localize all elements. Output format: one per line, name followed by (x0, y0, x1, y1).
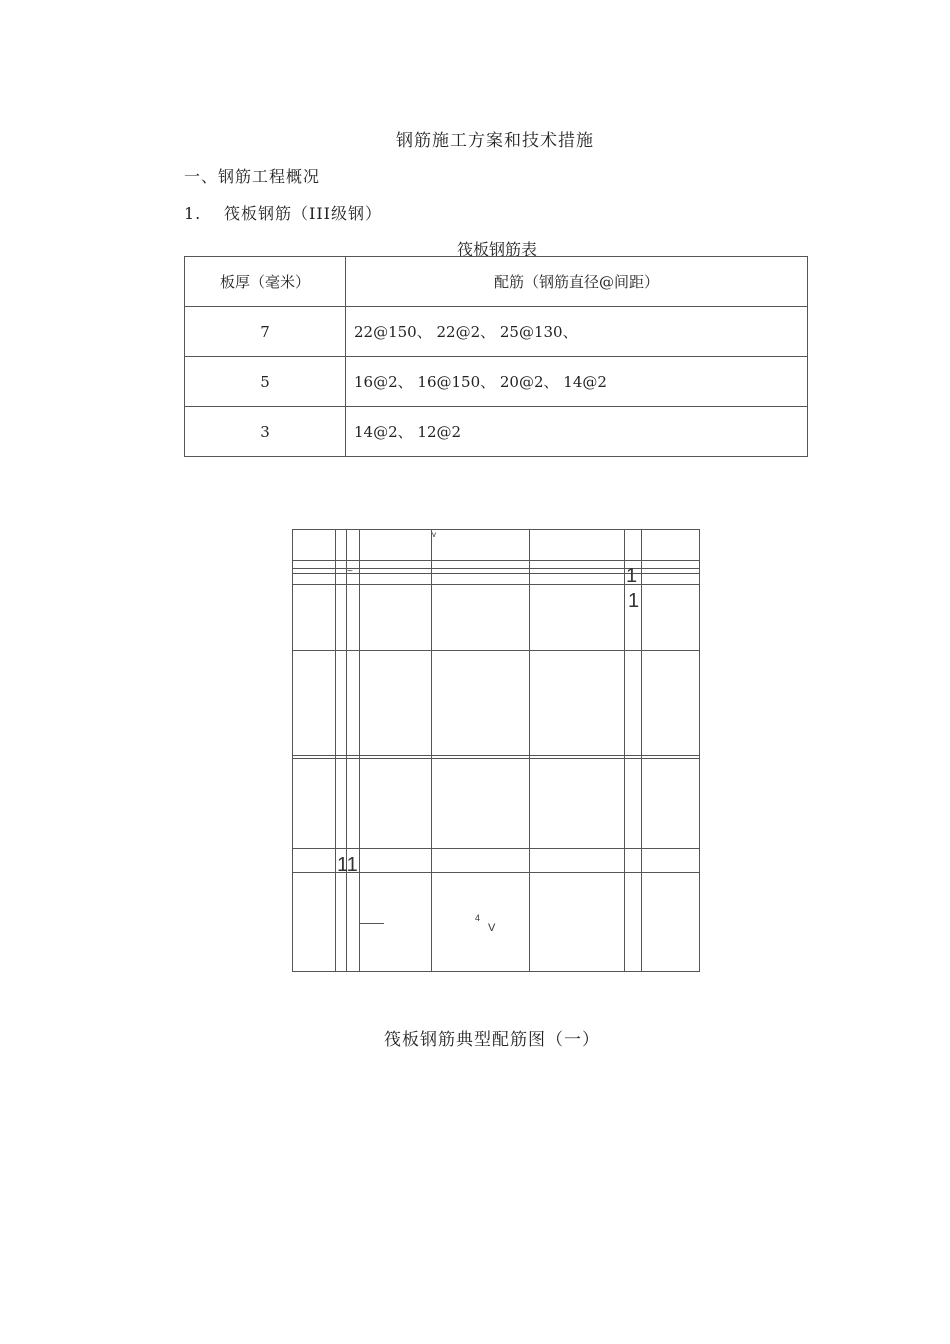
subsection-title: 筏板钢筋（III级钢） (224, 204, 382, 223)
table-row (185, 357, 808, 407)
rebar-layout-figure (292, 529, 700, 972)
rebar-table (184, 256, 808, 457)
table-row (185, 407, 808, 457)
mark-right-one-upper: 1 (626, 565, 638, 587)
document-title: 钢筋施工方案和技术措施 (396, 131, 594, 151)
cell-thickness: 5 (185, 357, 346, 407)
mark-bottom-v: V (488, 922, 496, 934)
cell-thickness: 3 (185, 407, 346, 457)
header-reinforcement: 配筋（钢筋直径@间距） (346, 257, 808, 307)
table-header-row (185, 257, 808, 307)
mark-bottom-four: 4 (475, 913, 481, 923)
table-caption: 筏板钢筋表 (456, 240, 537, 259)
cell-reinforcement: 22@150、 22@2、 25@130、 (346, 307, 808, 357)
mark-right-one-lower: 1 (628, 590, 640, 612)
subsection-number: 1. (184, 204, 202, 223)
header-thickness: 板厚（毫米） (185, 257, 346, 307)
subsection-heading (184, 201, 382, 224)
mark-top-v: v (432, 530, 436, 539)
cell-reinforcement: 14@2、 12@2 (346, 407, 808, 457)
cell-thickness: 7 (185, 307, 346, 357)
section-heading: 一、钢筋工程概况 (184, 167, 321, 186)
mark-squiggle: ~ (347, 566, 353, 577)
cell-reinforcement: 16@2、 16@150、 20@2、 14@2 (346, 357, 808, 407)
figure-caption: 筏板钢筋典型配筋图（一） (384, 1030, 600, 1050)
table-row (185, 307, 808, 357)
mark-left-ones: 11 (337, 854, 358, 876)
